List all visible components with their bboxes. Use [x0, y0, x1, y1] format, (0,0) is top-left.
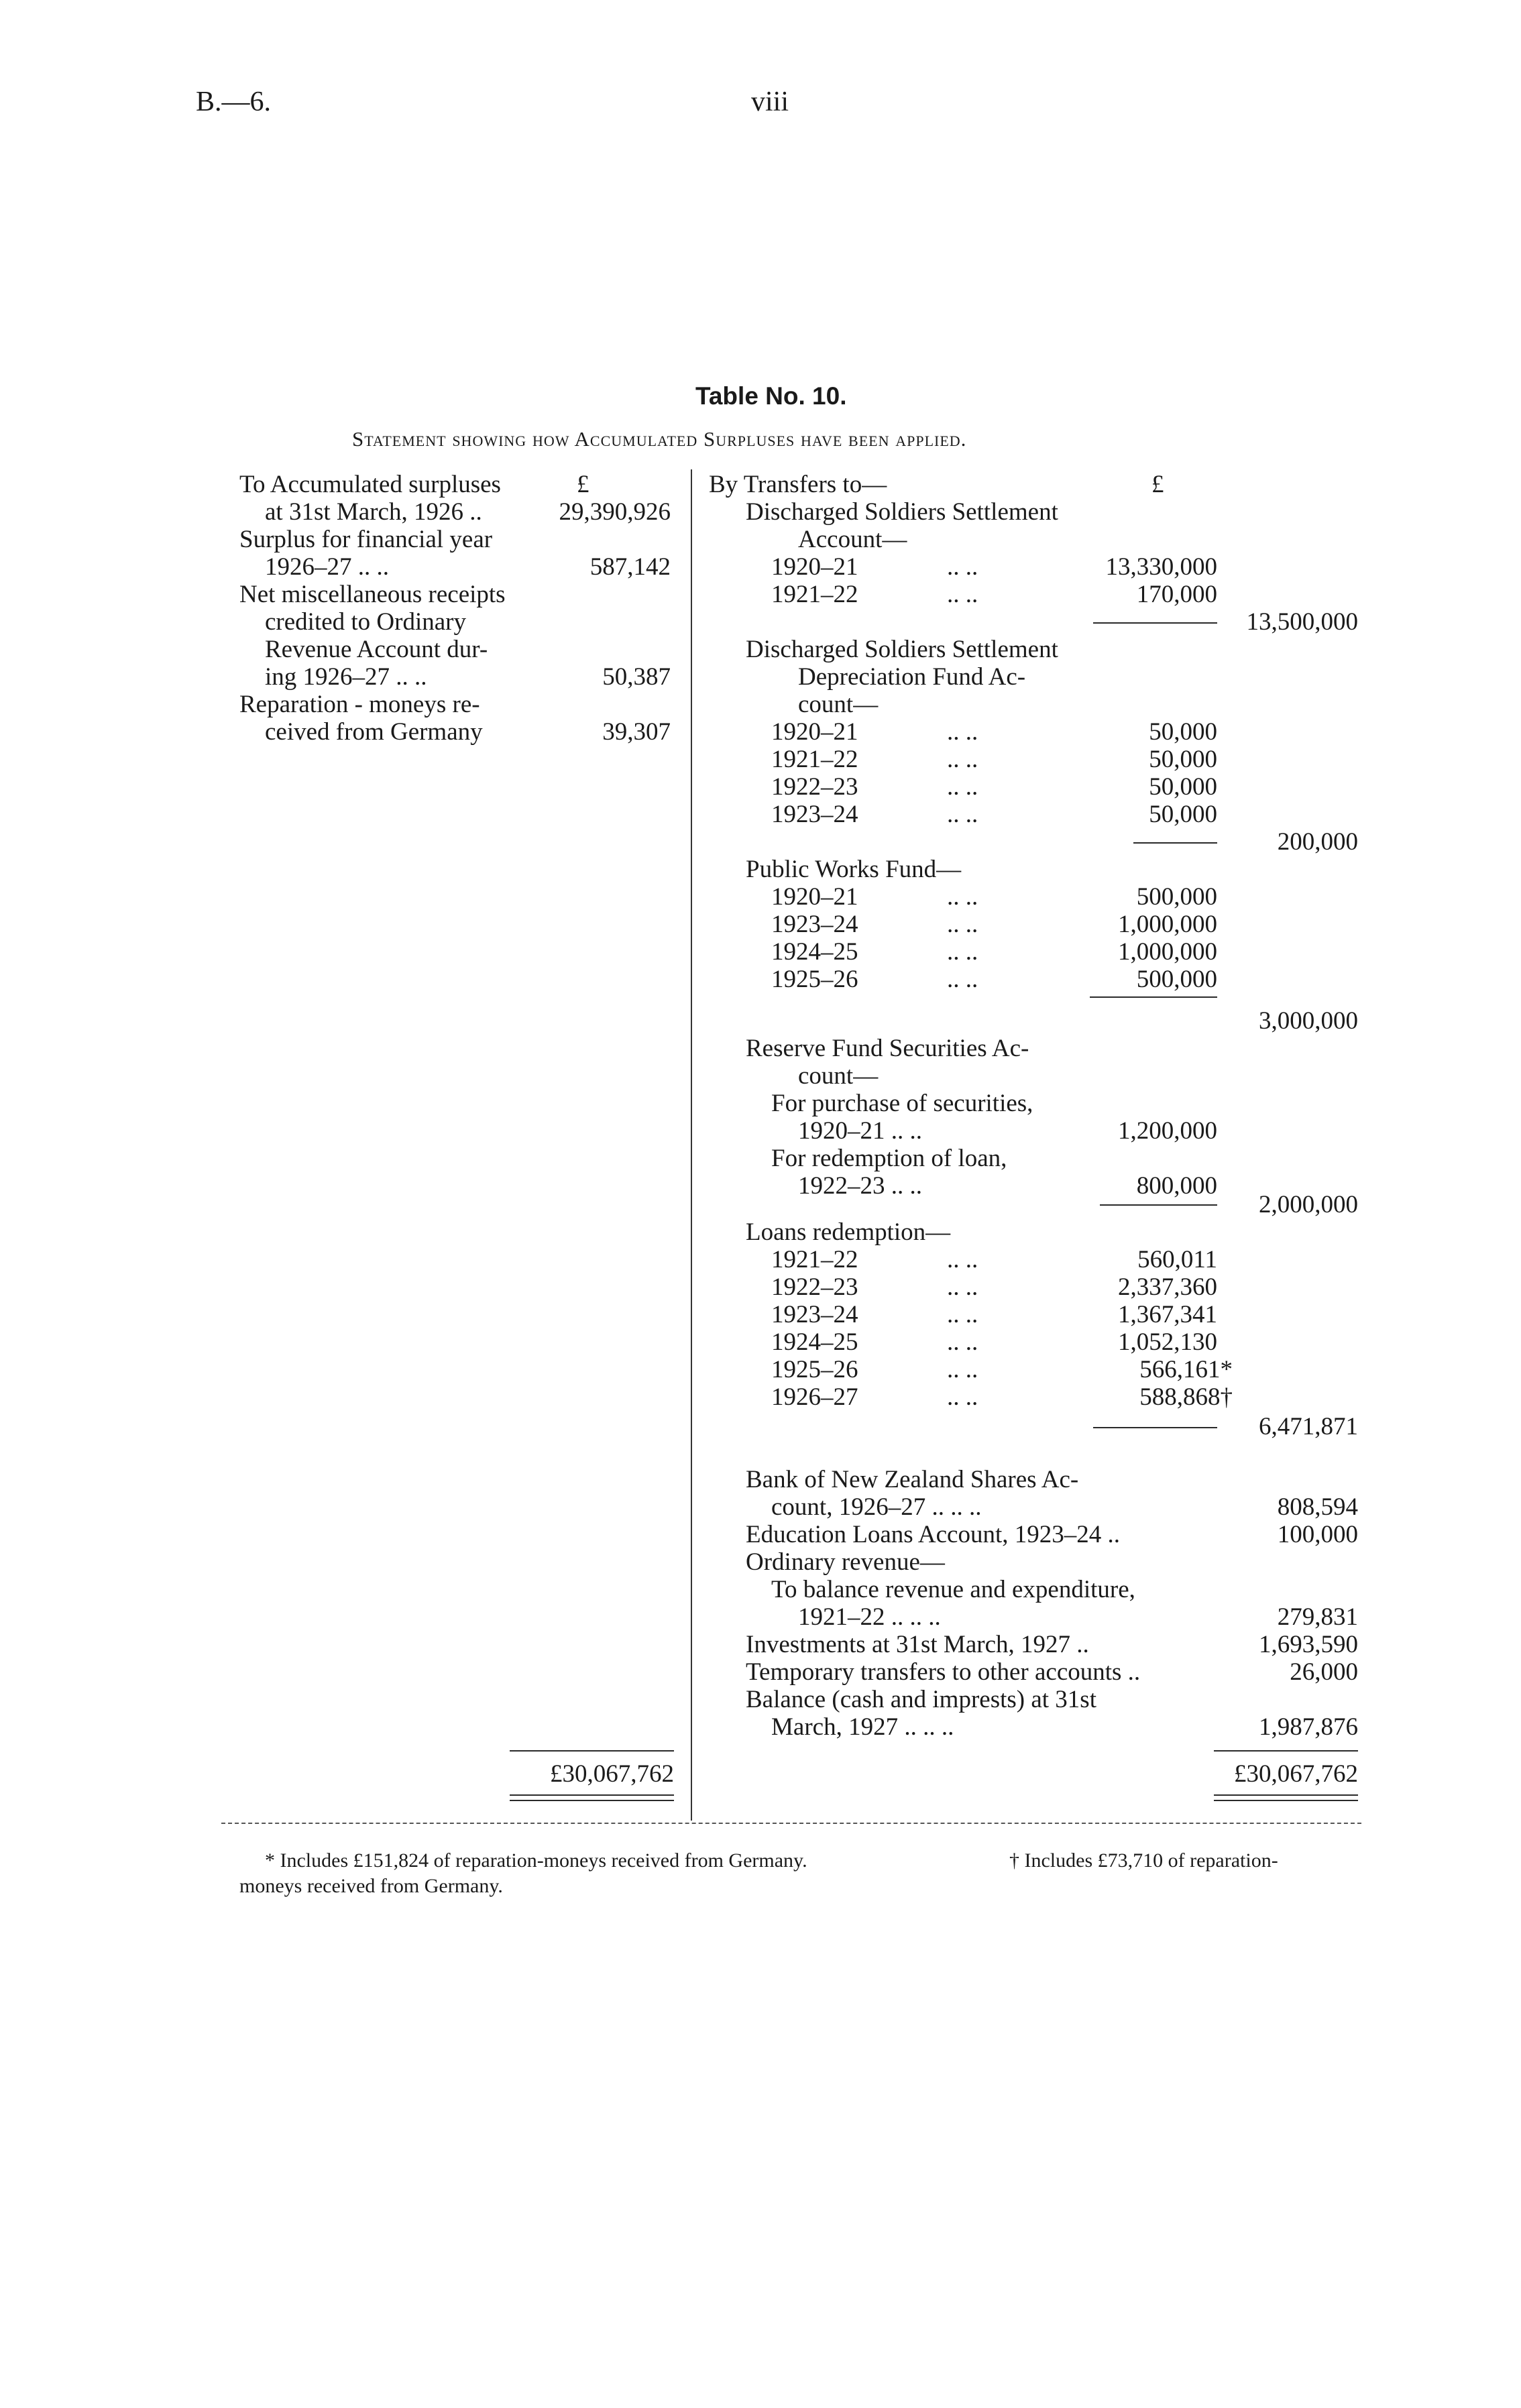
- left-amount: 50,387: [602, 663, 671, 691]
- year-label: 1926–27: [771, 1383, 858, 1411]
- left-currency-symbol: £: [577, 471, 589, 498]
- subtotal-rule: [1100, 1204, 1217, 1206]
- right-double-rule: [1214, 1794, 1358, 1796]
- item-amount: 1,987,876: [1259, 1713, 1358, 1741]
- right-total-rule: [1214, 1750, 1358, 1752]
- right-double-rule: [1214, 1800, 1358, 1801]
- row-amount: 500,000: [1136, 883, 1217, 911]
- right-currency-symbol: £: [1151, 471, 1164, 498]
- row-amount: 1,000,000: [1118, 911, 1217, 938]
- row-amount: 50,000: [1149, 801, 1217, 828]
- row-amount: 2,337,360: [1118, 1273, 1217, 1301]
- section-total: 13,500,000: [1246, 608, 1358, 636]
- item-amount: 26,000: [1290, 1658, 1358, 1686]
- footnote-continued: moneys received from Germany.: [239, 1875, 503, 1897]
- year-label: 1923–24: [771, 801, 858, 828]
- item-line: 1921–22 .. .. ..: [798, 1603, 941, 1631]
- right-grand-total: £30,067,762: [1234, 1760, 1358, 1788]
- row-amount: 1,200,000: [1118, 1117, 1217, 1145]
- left-total-rule: [510, 1750, 674, 1752]
- year-label: 1921–22: [771, 581, 858, 608]
- section-total: 3,000,000: [1259, 1007, 1358, 1035]
- item-amount: 808,594: [1277, 1493, 1358, 1521]
- left-line: Surplus for financial year: [239, 526, 493, 553]
- left-line: credited to Ordinary: [265, 608, 466, 636]
- item-line: Temporary transfers to other accounts ..: [746, 1658, 1141, 1686]
- year-label: 1925–26: [771, 1356, 858, 1383]
- item-line: Ordinary revenue—: [746, 1548, 945, 1576]
- reserve-line: For purchase of securities,: [771, 1090, 1033, 1117]
- item-line: count, 1926–27 .. .. ..: [771, 1493, 982, 1521]
- leader-dots: .. ..: [947, 883, 978, 911]
- item-line: Balance (cash and imprests) at 31st: [746, 1686, 1096, 1713]
- year-label: 1923–24: [771, 1301, 858, 1328]
- transfers-heading: By Transfers to—: [709, 471, 887, 498]
- section-total: 200,000: [1277, 828, 1358, 856]
- section-heading: Account—: [798, 526, 907, 553]
- left-line: Revenue Account dur-: [265, 636, 488, 663]
- left-double-rule: [510, 1794, 674, 1796]
- subtotal-rule: [1093, 1427, 1217, 1428]
- row-amount: 560,011: [1137, 1246, 1217, 1273]
- item-amount: 100,000: [1277, 1521, 1358, 1548]
- leader-dots: .. ..: [947, 746, 978, 773]
- year-label: 1922–23: [771, 773, 858, 801]
- column-divider: [691, 469, 692, 1821]
- section-heading: Depreciation Fund Ac-: [798, 663, 1026, 691]
- row-amount: 1,052,130: [1118, 1328, 1217, 1356]
- year-label: 1922–23: [771, 1273, 858, 1301]
- left-amount: 29,390,926: [559, 498, 671, 526]
- subtotal-rule: [1133, 842, 1217, 844]
- leader-dots: .. ..: [947, 938, 978, 966]
- left-line: 1926–27 .. ..: [265, 553, 389, 581]
- left-amount: 39,307: [602, 718, 671, 746]
- page-ref: B.—6.: [196, 87, 272, 117]
- table-bottom-rule: [221, 1823, 1361, 1824]
- leader-dots: .. ..: [947, 718, 978, 746]
- footnote-dagger: † Includes £73,710 of reparation-: [1009, 1849, 1278, 1872]
- row-amount: 170,000: [1136, 581, 1217, 608]
- year-label: 1924–25: [771, 938, 858, 966]
- subtotal-rule: [1090, 996, 1217, 998]
- section-total: 2,000,000: [1259, 1191, 1358, 1218]
- item-line: To balance revenue and expenditure,: [771, 1576, 1135, 1603]
- section-total: 6,471,871: [1259, 1413, 1358, 1440]
- subtotal-rule: [1093, 622, 1217, 624]
- table-title: Table No. 10.: [695, 382, 847, 410]
- row-amount: 1,000,000: [1118, 938, 1217, 966]
- year-label: 1920–21: [771, 883, 858, 911]
- section-heading: Discharged Soldiers Settlement: [746, 636, 1058, 663]
- year-label: 1921–22: [771, 746, 858, 773]
- section-heading: Reserve Fund Securities Ac-: [746, 1035, 1029, 1062]
- row-amount: 50,000: [1149, 746, 1217, 773]
- row-amount: 13,330,000: [1105, 553, 1217, 581]
- year-label: 1923–24: [771, 911, 858, 938]
- footnote-star: * Includes £151,824 of reparation-moneys received from Germany.: [265, 1849, 807, 1872]
- year-label: 1924–25: [771, 1328, 858, 1356]
- left-line: Net miscellaneous receipts: [239, 581, 506, 608]
- row-amount: 50,000: [1149, 773, 1217, 801]
- item-line: Education Loans Account, 1923–24 ..: [746, 1521, 1120, 1548]
- section-heading: count—: [798, 691, 879, 718]
- leader-dots: .. ..: [947, 1356, 978, 1383]
- section-heading: Discharged Soldiers Settlement: [746, 498, 1058, 526]
- year-label: 1920–21: [771, 718, 858, 746]
- leader-dots: .. ..: [947, 1383, 978, 1411]
- left-line: To Accumulated surpluses: [239, 471, 501, 498]
- leader-dots: .. ..: [947, 1246, 978, 1273]
- leader-dots: .. ..: [947, 1273, 978, 1301]
- section-heading: Public Works Fund—: [746, 856, 962, 883]
- table-subtitle: Statement showing how Accumulated Surpluses have been applied.: [352, 427, 967, 451]
- item-line: March, 1927 .. .. ..: [771, 1713, 954, 1741]
- leader-dots: .. ..: [947, 773, 978, 801]
- reserve-line: For redemption of loan,: [771, 1145, 1007, 1172]
- section-heading: Loans redemption—: [746, 1218, 951, 1246]
- row-amount: 566,161*: [1139, 1356, 1233, 1383]
- row-amount: 500,000: [1136, 966, 1217, 993]
- item-line: Investments at 31st March, 1927 ..: [746, 1631, 1089, 1658]
- leader-dots: .. ..: [947, 553, 978, 581]
- row-amount: 800,000: [1136, 1172, 1217, 1200]
- leader-dots: .. ..: [947, 801, 978, 828]
- left-double-rule: [510, 1800, 674, 1801]
- reserve-line: 1920–21 .. ..: [798, 1117, 922, 1145]
- leader-dots: .. ..: [947, 1301, 978, 1328]
- year-label: 1921–22: [771, 1246, 858, 1273]
- row-amount: 50,000: [1149, 718, 1217, 746]
- left-line: at 31st March, 1926 ..: [265, 498, 482, 526]
- item-amount: 279,831: [1277, 1603, 1358, 1631]
- leader-dots: .. ..: [947, 581, 978, 608]
- section-heading: count—: [798, 1062, 879, 1090]
- left-line: Reparation - moneys re-: [239, 691, 480, 718]
- left-amount: 587,142: [589, 553, 671, 581]
- row-amount: 1,367,341: [1118, 1301, 1217, 1328]
- item-line: Bank of New Zealand Shares Ac-: [746, 1466, 1079, 1493]
- leader-dots: .. ..: [947, 911, 978, 938]
- row-amount: 588,868†: [1139, 1383, 1233, 1411]
- left-line: ceived from Germany: [265, 718, 483, 746]
- year-label: 1925–26: [771, 966, 858, 993]
- page-number: viii: [751, 87, 789, 117]
- left-grand-total: £30,067,762: [550, 1760, 674, 1788]
- leader-dots: .. ..: [947, 1328, 978, 1356]
- left-line: ing 1926–27 .. ..: [265, 663, 427, 691]
- item-amount: 1,693,590: [1259, 1631, 1358, 1658]
- reserve-line: 1922–23 .. ..: [798, 1172, 922, 1200]
- year-label: 1920–21: [771, 553, 858, 581]
- leader-dots: .. ..: [947, 966, 978, 993]
